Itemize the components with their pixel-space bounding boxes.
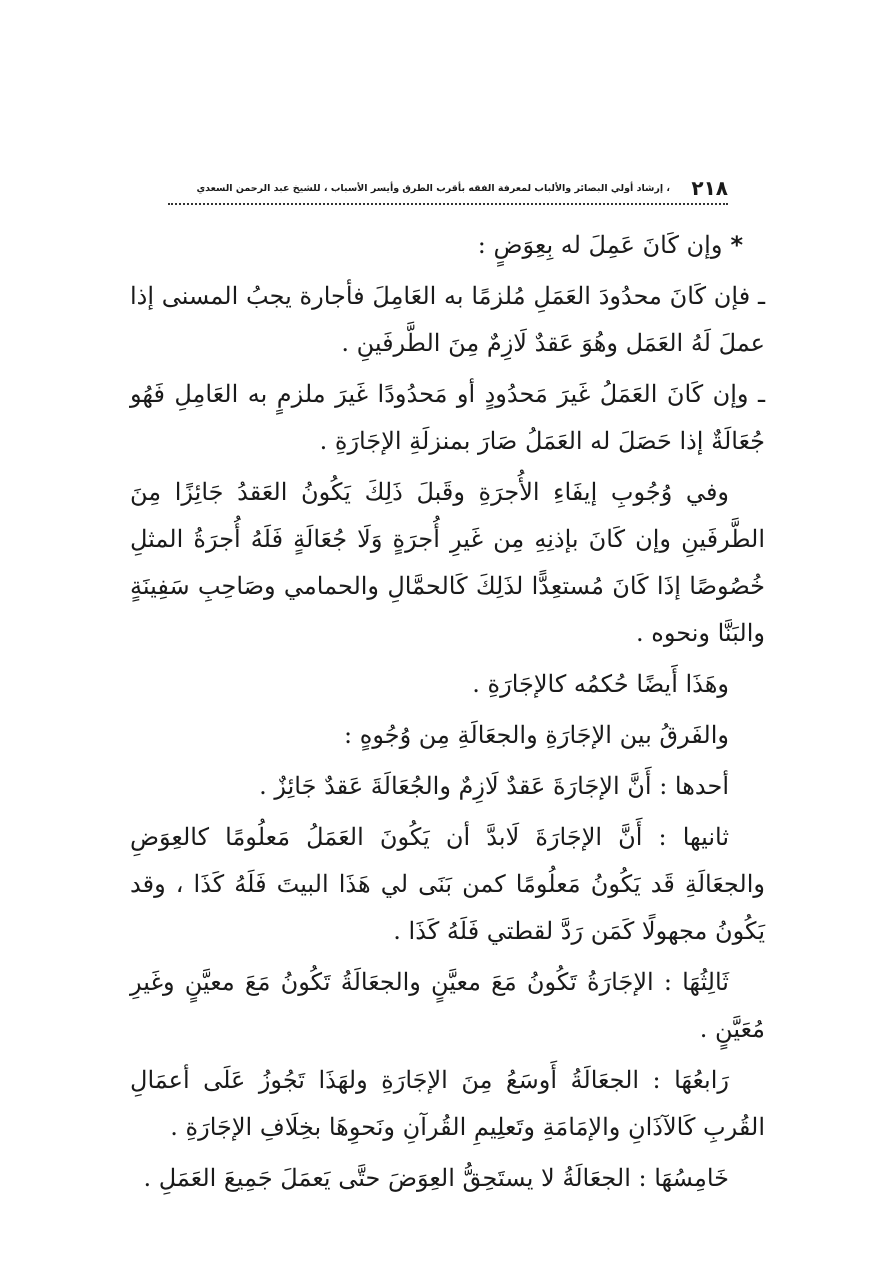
paragraph [130, 371, 765, 465]
paragraph-text: أحدها : أَنَّ الإجَارَةَ عَقدٌ لَازِمٌ والجُعَالَةَ عَقدٌ جَائِزٌ . [259, 772, 729, 800]
paragraph-text: ـ وإن كَانَ العَمَلُ غَيرَ مَحدُودٍ أو مَحدُودًا غَيرَ ملزمٍ به العَامِلِ فَهُو جُعَالَةٌ إذا حَصَلَ له العَمَلُ صَارَ بمنزلَةِ الإجَارَةِ . [130, 380, 765, 455]
paragraph-text: وفي وُجُوبِ إيفَاءِ الأُجرَةِ وقَبلَ ذَلِكَ يَكُونُ العَقدُ جَائِزًا مِنَ الطَّرفَينِ وإن كَانَ بإذنِهِ مِن غَيرِ أُجرَةٍ وَلَا جُعَالَةٍ فَلَهُ أُجرَةُ المثلِ خُصُوصًا إذَا كَانَ مُستعِدًّا لذَلِكَ كَالحمَّالِ والحمامي وصَاحِبِ سَفِينَةٍ والبَنَّا ونحوه . [130, 478, 765, 647]
bullet-star: * [730, 231, 743, 259]
paragraph-text: ثانيها : أَنَّ الإجَارَةَ لَابدَّ أن يَكُونَ العَمَلُ مَعلُومًا كالعِوَضِ والجعَالَةِ قَد يَكُونُ مَعلُومًا كمن بَنَى لي هَذَا البيتَ فَلَهُ كَذَا ، وقد يَكُونُ مجهولًا كَمَن رَدَّ لقطتي فَلَهُ كَذَا . [130, 823, 765, 945]
paragraph [130, 959, 765, 1053]
paragraph [130, 273, 765, 367]
paragraph [130, 1155, 765, 1202]
paragraph-text: ثَالِثُهَا : الإجَارَةُ تَكُونُ مَعَ معيَّنٍ والجعَالَةُ تَكُونُ مَعَ معيَّنٍ وغَيرِ مُعَيَّنٍ . [130, 968, 765, 1043]
paragraph [130, 661, 765, 708]
paragraph-text: خَامِسُهَا : الجعَالَةُ لا يستَحِقُّ العِوَضَ حتَّى يَعمَلَ جَمِيعَ العَمَلِ . [143, 1164, 729, 1192]
paragraph-text: وهَذَا أَيضًا حُكمُه كالإجَارَةِ . [472, 670, 729, 698]
paragraph [130, 712, 765, 759]
paragraph [130, 763, 765, 810]
body-text [130, 222, 765, 1206]
page-header [168, 176, 728, 206]
paragraph-text: والفَرقُ بين الإجَارَةِ والجعَالَةِ مِن وُجُوهٍ : [344, 721, 729, 749]
paragraph [130, 1057, 765, 1151]
paragraph-text: وإن كَانَ عَمِلَ له بِعِوَضٍ : [477, 231, 723, 259]
page-number: ٢١٨ [691, 176, 728, 200]
paragraph-text: رَابعُهَا : الجعَالَةُ أَوسَعُ مِنَ الإجَارَةِ ولهَذَا تَجُوزُ عَلَى أعمَالِ القُربِ كَالآذَانِ والإمَامَةِ وتَعلِيمِ القُرآنِ ونَحوِهَا بخِلَافِ الإجَارَةِ . [130, 1066, 765, 1141]
paragraph-text: ـ فإن كَانَ محدُودَ العَمَلِ مُلزمًا به العَامِلَ فأجارة يجبُ المسنى إذا عملَ لَهُ العَمَل وهُوَ عَقدٌ لَازِمٌ مِنَ الطَّرفَينِ . [130, 282, 765, 357]
paragraph [130, 222, 765, 269]
paragraph [130, 814, 765, 955]
running-title: ، إرشاد أولي البصائر والألباب لمعرفة الفقه بأقرب الطرق وأيسر الأسباب ، للشيخ عبد الرحمن السعدي [196, 183, 670, 194]
paragraph [130, 469, 765, 657]
header-divider [168, 203, 728, 205]
